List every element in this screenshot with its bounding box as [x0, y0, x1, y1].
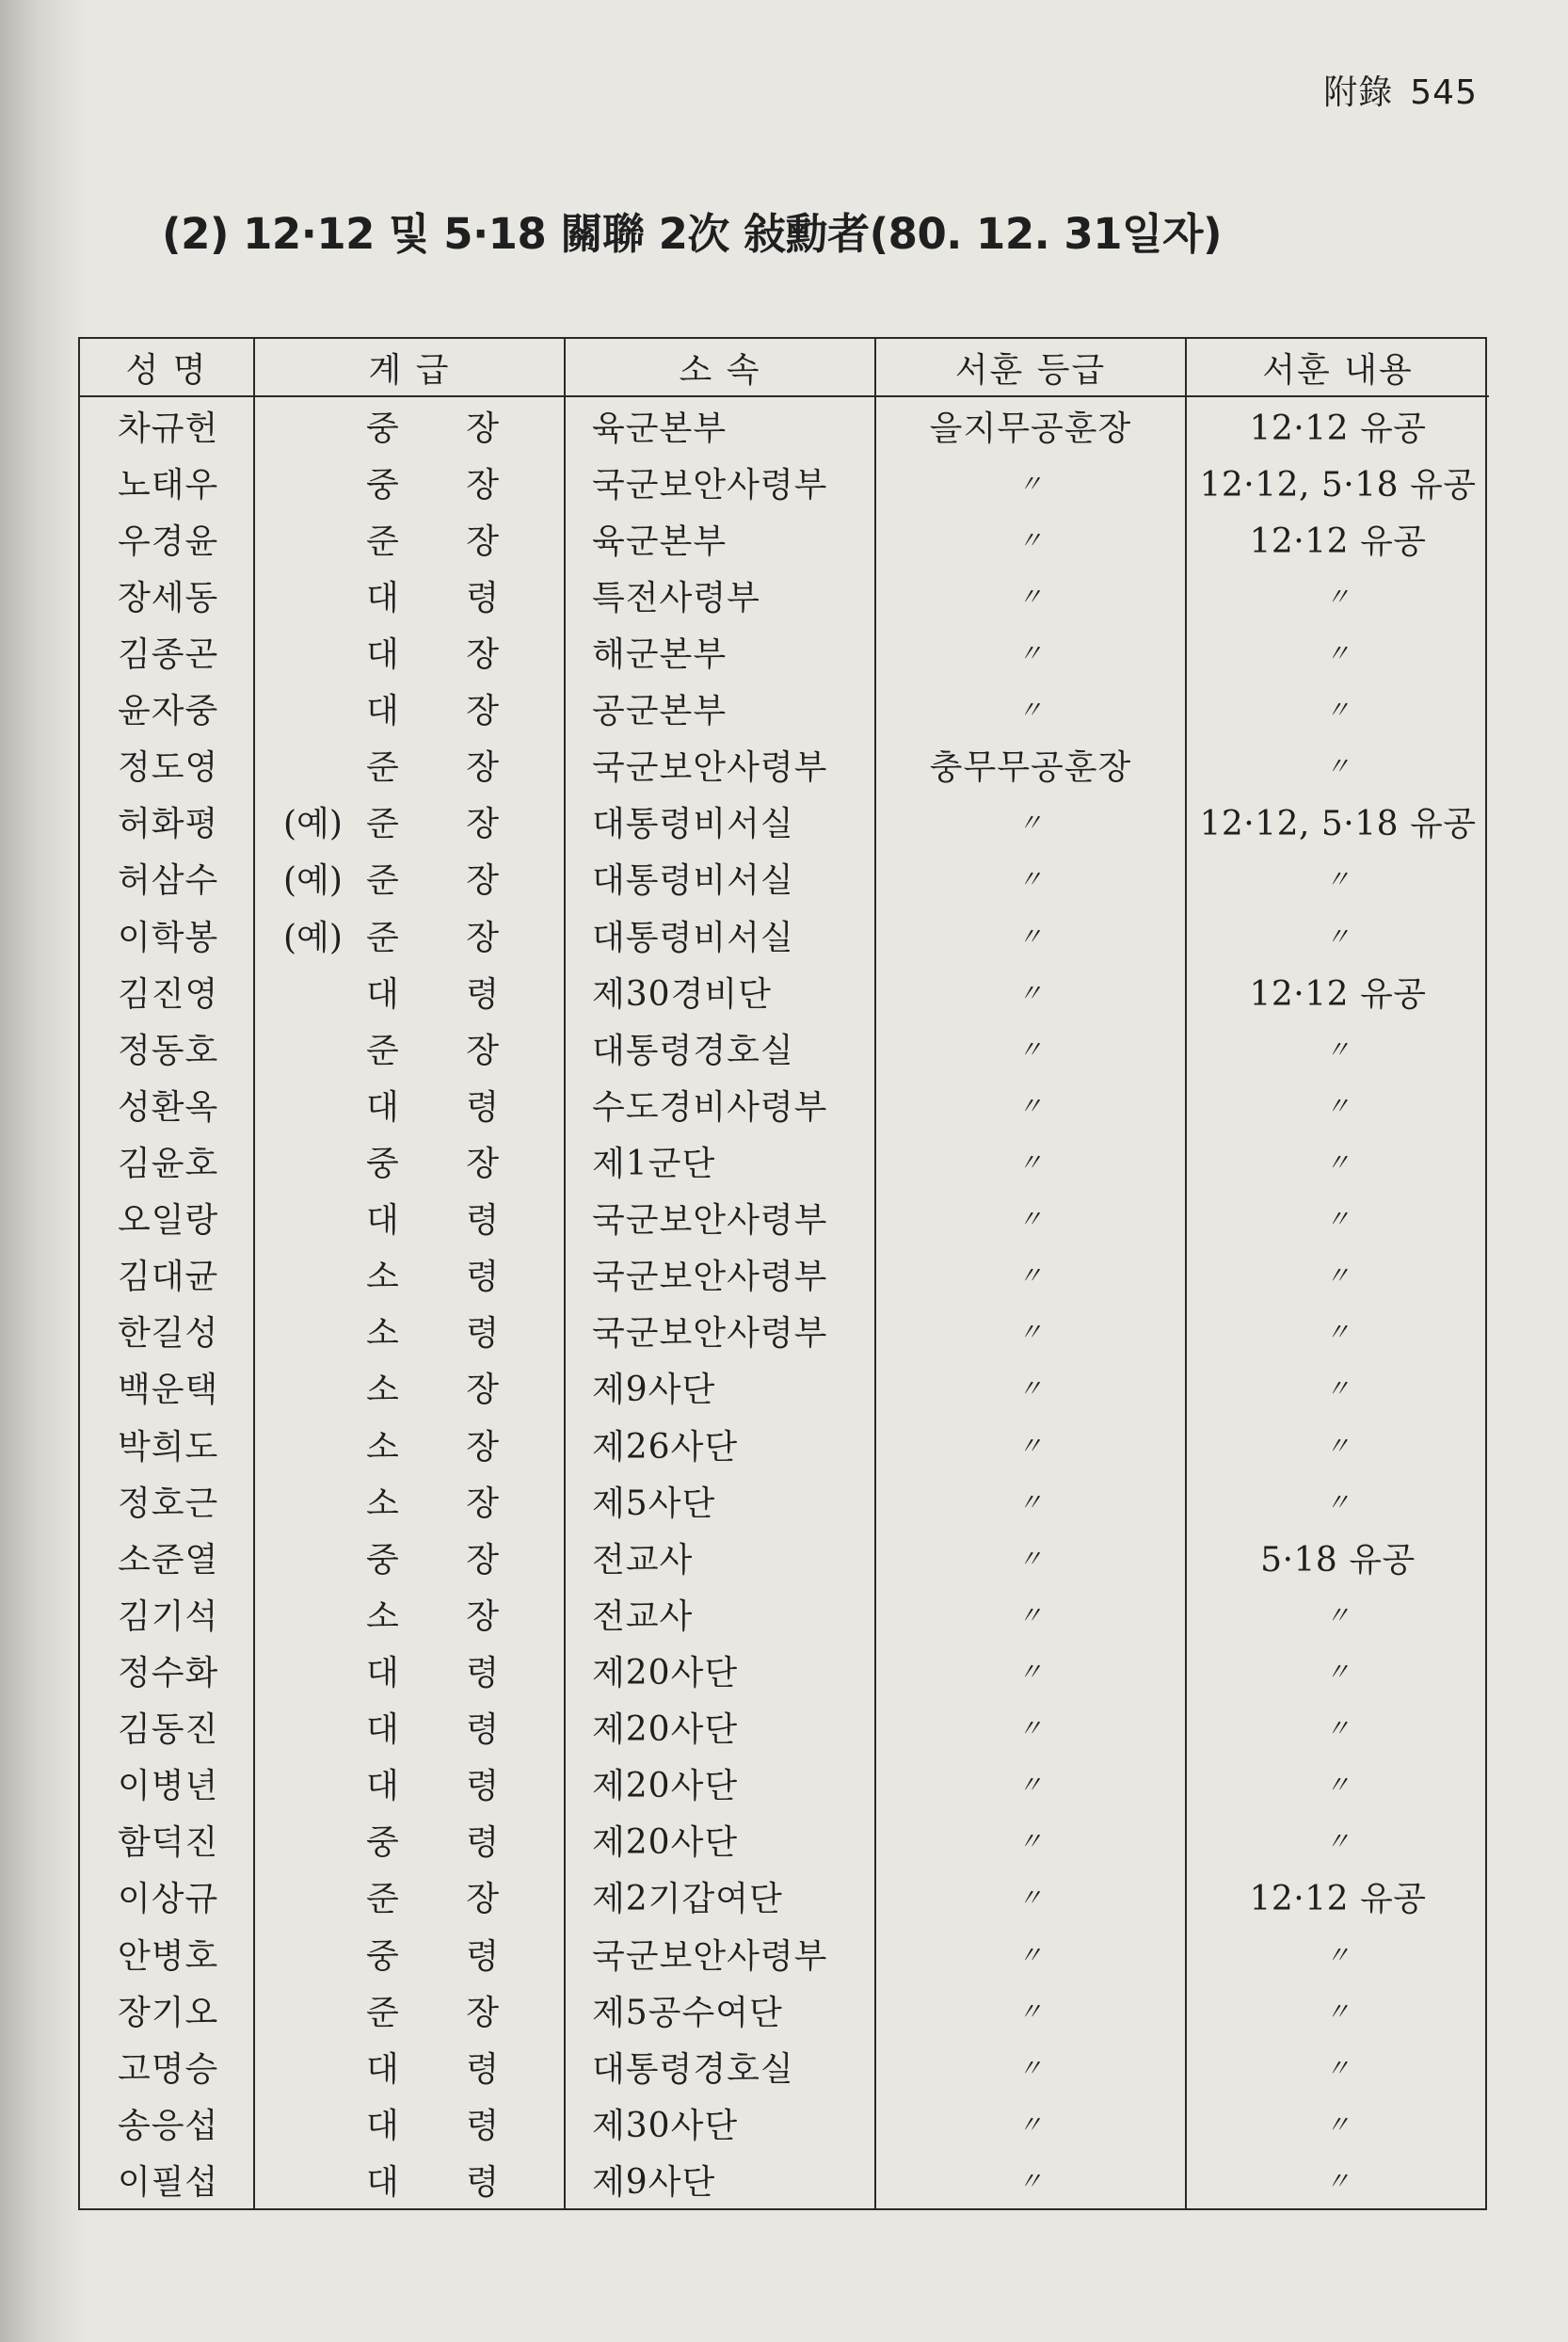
cell-content: 〃	[1186, 1019, 1489, 1076]
cell-grade: 〃	[875, 1132, 1186, 1189]
cell-unit: 제9사단	[565, 2151, 875, 2208]
cell-name: 정동호	[118, 1031, 219, 1070]
cell-unit: 대통령비서실	[565, 794, 875, 850]
cell-content: 〃	[1186, 1076, 1489, 1132]
cell-name: 차규헌	[118, 409, 219, 448]
cell-rank	[254, 1585, 565, 1642]
cell-unit: 수도경비사령부	[565, 1076, 875, 1132]
rank-text: 대 령	[366, 2163, 527, 2203]
rank-text: 대 령	[366, 1710, 527, 1750]
cell-unit: 국군보안사령부	[565, 737, 875, 794]
rank-text: 준 장	[366, 861, 527, 901]
cell-rank	[254, 567, 565, 623]
rank-text: 준 장	[366, 1993, 527, 2032]
cell-content: 〃	[1186, 2038, 1489, 2094]
table-row	[80, 1585, 1489, 1642]
cell-grade: 〃	[875, 794, 1186, 850]
cell-rank	[254, 1642, 565, 1698]
cell-content: 〃	[1186, 1585, 1489, 1642]
cell-grade: 〃	[875, 963, 1186, 1019]
rank-text: 소 장	[366, 1427, 527, 1467]
rank-text: 중 장	[366, 1144, 527, 1183]
rank-text: 중 장	[366, 465, 527, 505]
cell-grade: 〃	[875, 1529, 1186, 1585]
table-row	[80, 1756, 1489, 1812]
cell-rank	[254, 681, 565, 737]
cell-rank	[254, 963, 565, 1019]
honors-table-frame	[78, 337, 1487, 2210]
cell-rank	[254, 794, 565, 850]
cell-unit: 제2기갑여단	[565, 1869, 875, 1925]
cell-grade: 〃	[875, 1981, 1186, 2038]
cell-content: 〃	[1186, 2151, 1489, 2208]
cell-unit: 국군보안사령부	[565, 1190, 875, 1246]
cell-unit: 국군보안사령부	[565, 1303, 875, 1359]
rank-text: 대 령	[366, 2049, 527, 2089]
column-header-grade: 서훈 등급	[875, 339, 1186, 396]
cell-grade: 〃	[875, 1416, 1186, 1472]
rank-text: 중 장	[366, 1540, 527, 1580]
cell-content: 〃	[1186, 1472, 1489, 1529]
cell-content: 〃	[1186, 906, 1489, 963]
cell-unit: 전교사	[565, 1585, 875, 1642]
rank-prefix: (예)	[283, 805, 343, 844]
rank-text: 대 령	[366, 1201, 527, 1241]
page-binding-shadow	[0, 0, 85, 2342]
cell-content: 〃	[1186, 1132, 1489, 1189]
cell-rank	[254, 1019, 565, 1076]
cell-unit: 국군보안사령부	[565, 454, 875, 510]
cell-content: 12·12 유공	[1186, 963, 1489, 1019]
cell-rank	[254, 737, 565, 794]
cell-grade: 〃	[875, 567, 1186, 623]
cell-rank	[254, 1869, 565, 1925]
cell-rank	[254, 1190, 565, 1246]
cell-name: 성환옥	[118, 1087, 219, 1127]
cell-grade: 〃	[875, 623, 1186, 680]
rank-text: 중 장	[366, 409, 527, 448]
rank-text: 중 령	[366, 1936, 527, 1976]
cell-name: 이병년	[118, 1767, 219, 1806]
rank-text: 대 장	[366, 692, 527, 731]
cell-rank	[254, 2151, 565, 2208]
rank-text: 대 장	[366, 635, 527, 674]
cell-name: 김진영	[118, 974, 219, 1014]
rank-text: 준 장	[366, 748, 527, 788]
page-number: 545	[1410, 73, 1478, 112]
cell-name: 백운택	[118, 1371, 219, 1410]
table-row	[80, 510, 1489, 567]
cell-unit: 특전사령부	[565, 567, 875, 623]
table-row	[80, 963, 1489, 1019]
table-row	[80, 1416, 1489, 1472]
cell-name: 송응섭	[118, 2106, 219, 2145]
cell-rank	[254, 1756, 565, 1812]
cell-name: 안병호	[118, 1936, 219, 1976]
table-row	[80, 1925, 1489, 1981]
table-row	[80, 1190, 1489, 1246]
table-row	[80, 623, 1489, 680]
table-row	[80, 454, 1489, 510]
cell-rank	[254, 1132, 565, 1189]
header-row	[80, 339, 1489, 396]
cell-grade: 〃	[875, 1699, 1186, 1756]
table-body	[80, 396, 1489, 2208]
cell-rank	[254, 1246, 565, 1303]
cell-unit: 해군본부	[565, 623, 875, 680]
rank-text: 소 장	[366, 1371, 527, 1410]
cell-content: 〃	[1186, 2094, 1489, 2151]
cell-unit: 제20사단	[565, 1812, 875, 1869]
rank-text: 준 장	[366, 805, 527, 844]
table-row	[80, 1699, 1489, 1756]
cell-unit: 공군본부	[565, 681, 875, 737]
cell-grade: 충무무공훈장	[875, 737, 1186, 794]
cell-content: 12·12 유공	[1186, 396, 1489, 454]
cell-grade: 〃	[875, 1585, 1186, 1642]
table-header	[80, 339, 1489, 396]
cell-rank	[254, 1529, 565, 1585]
cell-rank	[254, 1303, 565, 1359]
cell-rank	[254, 623, 565, 680]
table-row	[80, 567, 1489, 623]
cell-name: 노태우	[118, 465, 219, 505]
cell-name: 이필섭	[118, 2163, 219, 2203]
rank-text: 중 령	[366, 1823, 527, 1863]
rank-text: 대 령	[366, 1767, 527, 1806]
cell-content: 〃	[1186, 1642, 1489, 1698]
rank-text: 준 장	[366, 1031, 527, 1070]
cell-name: 한길성	[118, 1314, 219, 1354]
table-row	[80, 906, 1489, 963]
cell-name: 김기석	[118, 1596, 219, 1636]
cell-name: 장기오	[118, 1993, 219, 2032]
cell-unit: 제20사단	[565, 1699, 875, 1756]
cell-rank	[254, 1925, 565, 1981]
honors-table	[80, 339, 1489, 2208]
cell-rank	[254, 510, 565, 567]
cell-rank	[254, 1812, 565, 1869]
column-header-name: 성 명	[80, 339, 254, 396]
cell-name: 박희도	[118, 1427, 219, 1467]
rank-text: 대 령	[366, 578, 527, 618]
table-row	[80, 737, 1489, 794]
cell-rank	[254, 454, 565, 510]
page-header	[1323, 66, 1478, 114]
cell-grade: 〃	[875, 906, 1186, 963]
cell-content: 12·12, 5·18 유공	[1186, 794, 1489, 850]
table-row	[80, 1472, 1489, 1529]
cell-rank	[254, 850, 565, 906]
cell-unit: 대통령비서실	[565, 850, 875, 906]
table-row	[80, 681, 1489, 737]
cell-content: 〃	[1186, 1981, 1489, 2038]
cell-content: 〃	[1186, 737, 1489, 794]
cell-name: 오일랑	[118, 1201, 219, 1241]
cell-name: 우경윤	[118, 521, 219, 561]
cell-unit: 제1군단	[565, 1132, 875, 1189]
rank-text: 소 령	[366, 1258, 527, 1297]
cell-grade: 〃	[875, 454, 1186, 510]
cell-rank	[254, 2038, 565, 2094]
rank-text: 소 장	[366, 1596, 527, 1636]
table-row	[80, 1019, 1489, 1076]
cell-content: 〃	[1186, 850, 1489, 906]
cell-rank	[254, 1416, 565, 1472]
table-row	[80, 2038, 1489, 2094]
cell-name: 장세동	[118, 578, 219, 618]
cell-content: 〃	[1186, 1190, 1489, 1246]
cell-name: 윤자중	[118, 692, 219, 731]
cell-name: 함덕진	[118, 1823, 219, 1863]
cell-unit: 국군보안사령부	[565, 1246, 875, 1303]
rank-text: 소 령	[366, 1314, 527, 1354]
cell-grade: 〃	[875, 1756, 1186, 1812]
header-section: 附錄	[1323, 73, 1394, 112]
table-row	[80, 1132, 1489, 1189]
rank-text: 준 장	[366, 918, 527, 957]
cell-grade: 〃	[875, 1076, 1186, 1132]
table-row	[80, 2151, 1489, 2208]
cell-unit: 육군본부	[565, 396, 875, 454]
cell-name: 김대균	[118, 1258, 219, 1297]
cell-grade: 〃	[875, 1869, 1186, 1925]
cell-grade: 〃	[875, 850, 1186, 906]
cell-unit: 제30사단	[565, 2094, 875, 2151]
rank-prefix: (예)	[283, 918, 343, 957]
table-row	[80, 1246, 1489, 1303]
cell-grade: 〃	[875, 1246, 1186, 1303]
cell-unit: 제5공수여단	[565, 1981, 875, 2038]
cell-grade: 〃	[875, 1190, 1186, 1246]
cell-content: 〃	[1186, 1416, 1489, 1472]
cell-unit: 제26사단	[565, 1416, 875, 1472]
column-header-unit: 소 속	[565, 339, 875, 396]
cell-content: 12·12 유공	[1186, 1869, 1489, 1925]
table-row	[80, 2094, 1489, 2151]
cell-grade: 〃	[875, 681, 1186, 737]
rank-text: 준 장	[366, 521, 527, 561]
cell-unit: 제5사단	[565, 1472, 875, 1529]
cell-grade: 〃	[875, 1925, 1186, 1981]
table-row	[80, 1812, 1489, 1869]
cell-rank	[254, 2094, 565, 2151]
cell-grade: 을지무공훈장	[875, 396, 1186, 454]
rank-text: 준 장	[366, 1880, 527, 1919]
cell-name: 고명승	[118, 2049, 219, 2089]
cell-rank	[254, 1472, 565, 1529]
rank-text: 대 령	[366, 974, 527, 1014]
cell-rank	[254, 1076, 565, 1132]
cell-unit: 제20사단	[565, 1756, 875, 1812]
cell-name: 허삼수	[118, 861, 219, 901]
cell-unit: 전교사	[565, 1529, 875, 1585]
cell-rank	[254, 1699, 565, 1756]
cell-content: 12·12 유공	[1186, 510, 1489, 567]
rank-text: 대 령	[366, 1653, 527, 1692]
cell-content: 〃	[1186, 1812, 1489, 1869]
table-row	[80, 1303, 1489, 1359]
cell-name: 정도영	[118, 748, 219, 788]
cell-name: 정호근	[118, 1484, 219, 1523]
cell-content: 〃	[1186, 1699, 1489, 1756]
cell-name: 김윤호	[118, 1144, 219, 1183]
rank-prefix: (예)	[283, 861, 343, 901]
cell-content: 〃	[1186, 1925, 1489, 1981]
cell-name: 김동진	[118, 1710, 219, 1750]
table-row	[80, 1529, 1489, 1585]
table-row	[80, 1981, 1489, 2038]
rank-text: 소 장	[366, 1484, 527, 1523]
section-title: (2) 12·12 및 5·18 關聯 2次 敍勳者(80. 12. 31일자)	[162, 209, 1223, 259]
cell-name: 정수화	[118, 1653, 219, 1692]
cell-grade: 〃	[875, 1359, 1186, 1416]
cell-unit: 대통령경호실	[565, 2038, 875, 2094]
cell-content: 12·12, 5·18 유공	[1186, 454, 1489, 510]
cell-grade: 〃	[875, 2094, 1186, 2151]
table-row	[80, 794, 1489, 850]
table-row	[80, 1076, 1489, 1132]
cell-content: 〃	[1186, 1303, 1489, 1359]
table-row	[80, 850, 1489, 906]
cell-content: 〃	[1186, 567, 1489, 623]
cell-unit: 육군본부	[565, 510, 875, 567]
cell-name: 김종곤	[118, 635, 219, 674]
cell-unit: 대통령경호실	[565, 1019, 875, 1076]
cell-grade: 〃	[875, 510, 1186, 567]
cell-rank	[254, 906, 565, 963]
rank-text: 대 령	[366, 1087, 527, 1127]
table-row	[80, 396, 1489, 454]
cell-unit: 제9사단	[565, 1359, 875, 1416]
cell-name: 허화평	[118, 805, 219, 844]
cell-unit: 제20사단	[565, 1642, 875, 1698]
table-row	[80, 1869, 1489, 1925]
cell-content: 〃	[1186, 623, 1489, 680]
cell-rank	[254, 396, 565, 454]
table-row	[80, 1642, 1489, 1698]
cell-name: 이상규	[118, 1880, 219, 1919]
cell-grade: 〃	[875, 1642, 1186, 1698]
cell-rank	[254, 1359, 565, 1416]
column-header-rank: 계 급	[254, 339, 565, 396]
cell-content: 〃	[1186, 1246, 1489, 1303]
cell-name: 소준열	[118, 1540, 219, 1580]
cell-content: 5·18 유공	[1186, 1529, 1489, 1585]
cell-content: 〃	[1186, 1359, 1489, 1416]
cell-grade: 〃	[875, 1812, 1186, 1869]
cell-grade: 〃	[875, 2151, 1186, 2208]
cell-rank	[254, 1981, 565, 2038]
cell-grade: 〃	[875, 1303, 1186, 1359]
cell-grade: 〃	[875, 1019, 1186, 1076]
cell-grade: 〃	[875, 2038, 1186, 2094]
rank-text: 대 령	[366, 2106, 527, 2145]
cell-unit: 대통령비서실	[565, 906, 875, 963]
cell-content: 〃	[1186, 681, 1489, 737]
column-header-content: 서훈 내용	[1186, 339, 1489, 396]
table-row	[80, 1359, 1489, 1416]
cell-grade: 〃	[875, 1472, 1186, 1529]
cell-unit: 국군보안사령부	[565, 1925, 875, 1981]
cell-content: 〃	[1186, 1756, 1489, 1812]
cell-name: 이학봉	[118, 918, 219, 957]
cell-unit: 제30경비단	[565, 963, 875, 1019]
